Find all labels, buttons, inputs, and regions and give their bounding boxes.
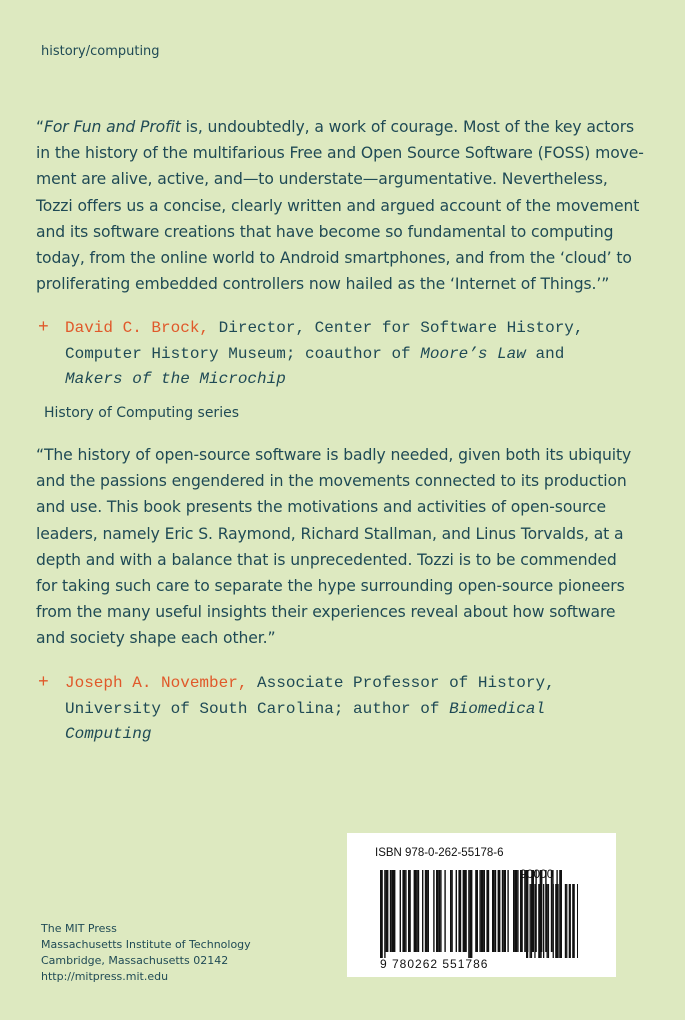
barcode-bar (492, 870, 495, 952)
quote-2-line-4: leaders, namely Eric S. Raymond, Richard Stallman, and Linus Torvalds, at a (36, 524, 624, 543)
barcode-bar (574, 884, 575, 958)
barcode-digits: 9 780262 551786 (380, 957, 489, 971)
barcode-bar (408, 870, 411, 952)
endorser-name: David C. Brock, (65, 319, 210, 337)
barcode-bar (456, 870, 457, 952)
barcode-bar (555, 884, 556, 958)
barcode-bar (507, 870, 508, 952)
barcode-bar (498, 870, 501, 952)
barcode-bar (503, 870, 506, 952)
barcode-bar (468, 870, 469, 958)
quote-2-line-1: “The history of open-source software is badly needed, given both its ubiquity (36, 446, 632, 464)
barcode-bar (569, 884, 571, 958)
barcode-bar (545, 870, 546, 952)
barcode-bar (535, 870, 536, 952)
book-title: For Fun and Profit (43, 118, 181, 136)
isbn-text: ISBN 978-0-262-55178-6 (375, 847, 504, 859)
barcode-bar (531, 884, 532, 958)
quote-1-line-6: today, from the online world to Android smartphones, and from the ‘cloud’ to (36, 249, 632, 268)
barcode-bar (440, 870, 441, 952)
barcode-bar (577, 884, 578, 958)
barcode-bar (538, 884, 540, 958)
series-label: History of Computing series (44, 405, 239, 421)
barcode-bar (451, 870, 452, 952)
barcode-bar (384, 870, 385, 958)
barcode-bar (548, 884, 549, 958)
barcode-bar (543, 884, 544, 958)
quote-1-line-2: in the history of the multifarious Free and Open Source Software (FOSS) move- (36, 144, 644, 163)
attribution-1-line-2: Computer History Museum; coauthor of Moore’s Law and (65, 344, 565, 363)
barcode-bar (513, 870, 514, 952)
barcode-bar (436, 870, 439, 952)
quote-2-line-2: and the passions engendered in the movements connected to its production (36, 472, 627, 491)
attribution-2-line-1: Joseph A. November, Associate Professor of History, (65, 674, 555, 692)
quote-2-line-3: and use. This book presents the motivations and activities of open-source (36, 498, 606, 517)
barcode-bar (566, 884, 567, 958)
quote-1-line-3: ment are alive, active, and—to understate—argumentative. Nevertheless, (36, 170, 608, 189)
attribution-2-line-2: University of South Carolina; author of Biomedical (65, 699, 546, 718)
barcode-bar (380, 870, 383, 958)
barcode-bar (484, 870, 485, 952)
barcode-bar (405, 870, 406, 952)
plus-icon: + (38, 318, 49, 338)
quote-1-line-1: “For Fun and Profit is, undoubtedly, a work of courage. Most of the key actors (36, 118, 635, 136)
barcode-bar (526, 884, 528, 958)
barcode-bar (479, 870, 480, 952)
barcode-bar (524, 870, 525, 952)
barcode-bar (450, 870, 451, 952)
blurb-quote-2 (36, 442, 648, 652)
barcode-bar (422, 870, 423, 952)
barcode-bar (481, 870, 484, 952)
barcode-bar (470, 870, 473, 958)
barcode-bar (517, 870, 518, 952)
barcode-bar (391, 870, 394, 952)
barcode-bar (390, 870, 391, 952)
attribution-1-line-3: Makers of the Microchip (65, 370, 286, 388)
barcode-bar (514, 870, 517, 952)
quote-2-line-6: for taking such care to separate the hype surrounding open-source pioneers (36, 577, 625, 596)
plus-icon: + (38, 673, 49, 693)
barcode-box (347, 833, 616, 977)
quote-2-line-8: and society shape each other.” (36, 629, 276, 648)
barcode-bar (402, 870, 405, 952)
barcode-bar (495, 870, 496, 952)
quote-1-line-4: Tozzi offers us a concise, clearly written and argued account of the movement (36, 196, 640, 215)
barcode-bar (565, 884, 566, 958)
endorser-name: Joseph A. November, (65, 674, 248, 692)
barcode-bar (520, 870, 523, 952)
barcode-bar (425, 870, 428, 952)
attribution-1-line-1: David C. Brock, Director, Center for Software History, (65, 319, 584, 337)
publisher-address (41, 921, 251, 985)
barcode-bar (439, 870, 440, 952)
quote-1-line-7: proliferating embedded controllers now hailed as the ‘Internet of Things.’” (36, 275, 610, 294)
barcode-bar (553, 884, 554, 958)
barcode-bar (557, 884, 559, 958)
barcode-bar (572, 884, 573, 958)
barcode-bar (444, 870, 445, 952)
attribution-2-line-3: Computing (65, 725, 152, 743)
barcode-bar (433, 870, 434, 952)
barcode-bar (428, 870, 429, 952)
barcode-bar (530, 884, 531, 958)
barcode-bar (464, 870, 467, 952)
barcode-bar (486, 870, 489, 952)
publisher-city: Cambridge, Massachusetts 02142 (41, 954, 229, 967)
barcode-bar (534, 884, 535, 958)
quote-1-line-5: and its software creations that have become so fundamental to computing (36, 222, 614, 241)
barcode-bar (540, 884, 541, 958)
barcode-bar (475, 870, 478, 952)
blurb-quote-1 (36, 114, 648, 297)
barcode-icon (380, 870, 578, 960)
barcode-bar (458, 870, 461, 952)
barcode-bar (547, 884, 548, 958)
barcode-bar (418, 870, 419, 952)
barcode-bar (416, 870, 417, 952)
publisher-url: http://mitpress.mit.edu (41, 970, 169, 983)
barcode-bar (502, 870, 503, 952)
price-code: 90000 (520, 867, 554, 881)
barcode-bar (551, 870, 552, 952)
publisher-institution: Massachusetts Institute of Technology (41, 938, 251, 951)
barcode-bar (560, 884, 561, 958)
barcode-bar (394, 870, 395, 952)
barcode-bar (463, 870, 464, 952)
publisher-name: The MIT Press (41, 922, 117, 935)
quote-2-line-7: from the many useful insights their experiences reveal about how software (36, 603, 616, 622)
barcode-bar (386, 870, 389, 952)
category-label: history/computing (41, 44, 160, 59)
barcode-bar (414, 870, 417, 952)
quote-2-line-5: depth and with a balance that is unprecedented. Tozzi is to be commended (36, 550, 617, 569)
barcode-bar (400, 870, 401, 952)
